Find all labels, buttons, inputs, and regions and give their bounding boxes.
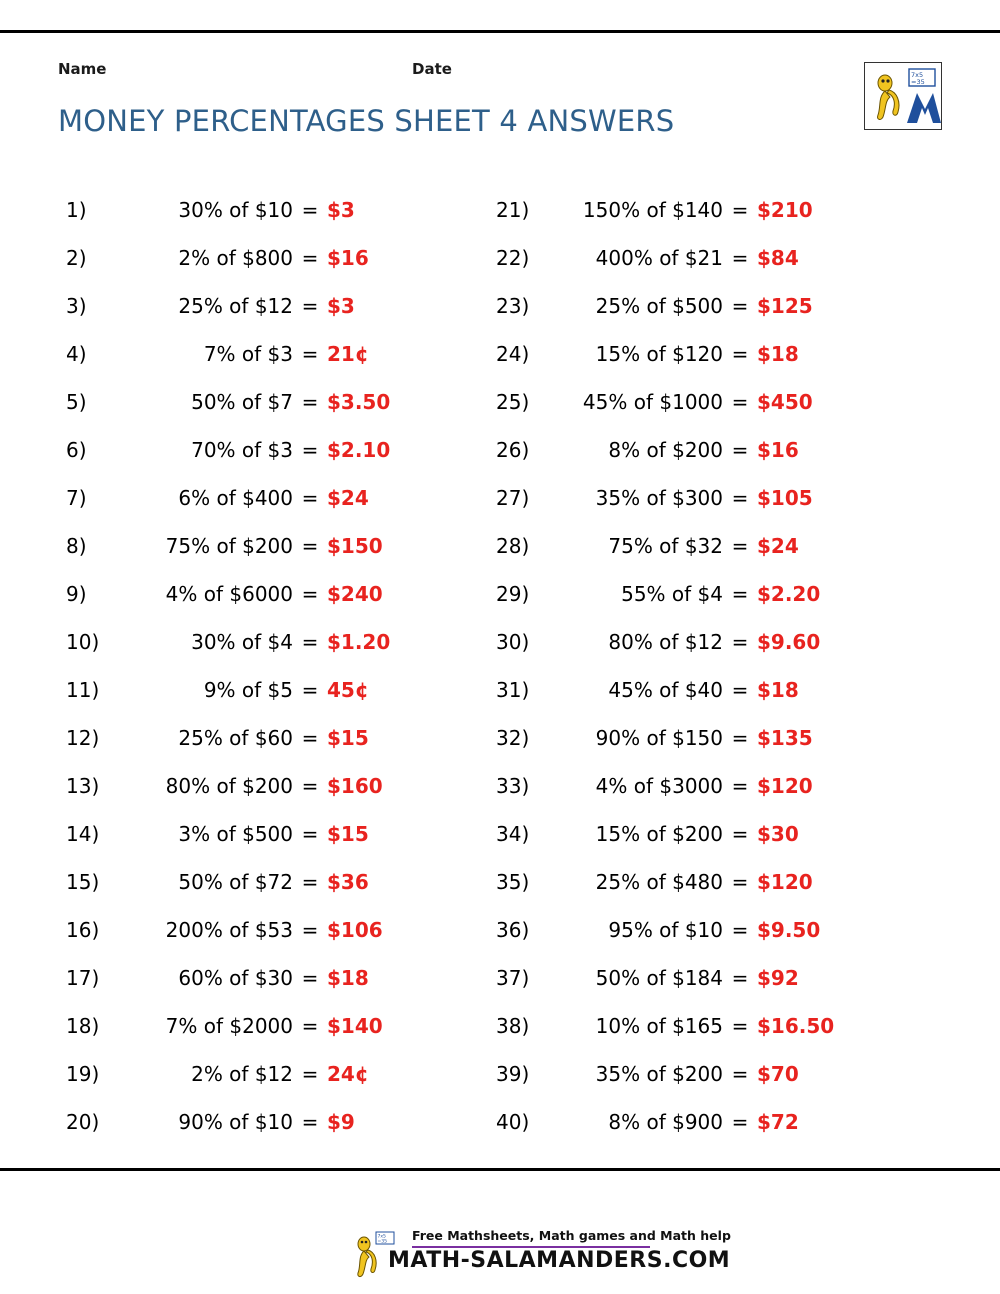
question-row <box>50 378 480 426</box>
question-number: 38) <box>496 1014 530 1038</box>
question-answer: $3.50 <box>327 390 391 414</box>
equals-sign: = <box>731 822 749 846</box>
question-text: 95% of $10 <box>608 918 723 942</box>
question-number: 23) <box>496 294 530 318</box>
question-text: 25% of $500 <box>595 294 723 318</box>
footer-tagline: Free Mathsheets, Math games and Math help <box>412 1228 731 1243</box>
question-text: 50% of $72 <box>178 870 293 894</box>
question-row <box>480 378 910 426</box>
question-number: 12) <box>66 726 100 750</box>
question-row <box>480 858 910 906</box>
equals-sign: = <box>301 726 319 750</box>
question-number: 24) <box>496 342 530 366</box>
question-number: 16) <box>66 918 100 942</box>
question-text: 6% of $400 <box>178 486 293 510</box>
equals-sign: = <box>301 342 319 366</box>
equals-sign: = <box>731 1110 749 1134</box>
equals-sign: = <box>301 438 319 462</box>
page-title: MONEY PERCENTAGES SHEET 4 ANSWERS <box>58 104 675 138</box>
question-text: 200% of $53 <box>165 918 293 942</box>
question-answer: $1.20 <box>327 630 391 654</box>
question-text: 4% of $6000 <box>165 582 293 606</box>
equals-sign: = <box>301 486 319 510</box>
question-answer: $2.20 <box>757 582 821 606</box>
question-text: 3% of $500 <box>178 822 293 846</box>
question-number: 30) <box>496 630 530 654</box>
question-answer: $36 <box>327 870 369 894</box>
footer <box>0 1228 1000 1290</box>
question-number: 35) <box>496 870 530 894</box>
equals-sign: = <box>731 1062 749 1086</box>
question-answer: $16 <box>757 438 799 462</box>
equals-sign: = <box>301 294 319 318</box>
question-text: 15% of $200 <box>595 822 723 846</box>
question-text: 4% of $3000 <box>595 774 723 798</box>
question-text: 50% of $184 <box>595 966 723 990</box>
question-row <box>480 906 910 954</box>
question-answer: $450 <box>757 390 813 414</box>
question-number: 17) <box>66 966 100 990</box>
question-number: 20) <box>66 1110 100 1134</box>
question-answer: 21¢ <box>327 342 369 366</box>
question-row <box>480 282 910 330</box>
question-row <box>50 186 480 234</box>
question-text: 2% of $800 <box>178 246 293 270</box>
question-answer: $30 <box>757 822 799 846</box>
equals-sign: = <box>731 870 749 894</box>
svg-text:7x5: 7x5 <box>377 1234 386 1240</box>
question-answer: $125 <box>757 294 813 318</box>
question-row <box>480 474 910 522</box>
question-answer: $18 <box>757 342 799 366</box>
equals-sign: = <box>731 534 749 558</box>
question-number: 9) <box>66 582 87 606</box>
question-row <box>480 1098 910 1146</box>
question-text: 25% of $480 <box>595 870 723 894</box>
question-text: 150% of $140 <box>582 198 723 222</box>
question-row <box>50 858 480 906</box>
question-text: 75% of $200 <box>165 534 293 558</box>
question-number: 26) <box>496 438 530 462</box>
question-text: 45% of $40 <box>608 678 723 702</box>
question-number: 39) <box>496 1062 530 1086</box>
question-number: 6) <box>66 438 87 462</box>
question-answer: $9.50 <box>757 918 821 942</box>
question-answer: $150 <box>327 534 383 558</box>
question-answer: $70 <box>757 1062 799 1086</box>
question-row <box>480 426 910 474</box>
question-text: 60% of $30 <box>178 966 293 990</box>
question-row <box>50 810 480 858</box>
top-divider <box>0 30 1000 33</box>
svg-text:=35: =35 <box>377 1239 387 1245</box>
question-answer: $72 <box>757 1110 799 1134</box>
question-text: 90% of $10 <box>178 1110 293 1134</box>
question-row <box>480 570 910 618</box>
question-answer: $106 <box>327 918 383 942</box>
question-number: 10) <box>66 630 100 654</box>
question-text: 9% of $5 <box>203 678 293 702</box>
questions-column-left <box>50 186 480 1146</box>
question-number: 5) <box>66 390 87 414</box>
question-text: 8% of $900 <box>608 1110 723 1134</box>
question-number: 36) <box>496 918 530 942</box>
equals-sign: = <box>731 630 749 654</box>
question-text: 35% of $200 <box>595 1062 723 1086</box>
question-answer: $15 <box>327 726 369 750</box>
equals-sign: = <box>301 822 319 846</box>
question-number: 8) <box>66 534 87 558</box>
question-answer: $135 <box>757 726 813 750</box>
question-number: 29) <box>496 582 530 606</box>
question-answer: $105 <box>757 486 813 510</box>
svg-text:7x5: 7x5 <box>911 71 924 79</box>
question-row <box>50 618 480 666</box>
question-row <box>50 906 480 954</box>
equals-sign: = <box>731 678 749 702</box>
equals-sign: = <box>731 390 749 414</box>
equals-sign: = <box>301 198 319 222</box>
question-answer: $140 <box>327 1014 383 1038</box>
equals-sign: = <box>731 246 749 270</box>
question-row <box>480 186 910 234</box>
equals-sign: = <box>731 582 749 606</box>
equals-sign: = <box>301 774 319 798</box>
question-row <box>480 666 910 714</box>
question-answer: $120 <box>757 870 813 894</box>
equals-sign: = <box>301 534 319 558</box>
question-number: 27) <box>496 486 530 510</box>
question-number: 37) <box>496 966 530 990</box>
question-row <box>50 234 480 282</box>
question-text: 30% of $10 <box>178 198 293 222</box>
question-answer: $24 <box>757 534 799 558</box>
question-answer: $92 <box>757 966 799 990</box>
question-answer: $16.50 <box>757 1014 835 1038</box>
question-number: 32) <box>496 726 530 750</box>
question-row <box>50 522 480 570</box>
name-label: Name <box>58 60 107 78</box>
question-number: 3) <box>66 294 87 318</box>
question-number: 7) <box>66 486 87 510</box>
question-number: 13) <box>66 774 100 798</box>
equals-sign: = <box>731 774 749 798</box>
question-text: 400% of $21 <box>595 246 723 270</box>
question-row <box>50 714 480 762</box>
equals-sign: = <box>731 918 749 942</box>
question-number: 15) <box>66 870 100 894</box>
question-text: 7% of $2000 <box>165 1014 293 1038</box>
question-text: 2% of $12 <box>191 1062 293 1086</box>
footer-inner <box>350 1228 731 1286</box>
equals-sign: = <box>301 918 319 942</box>
equals-sign: = <box>731 198 749 222</box>
equals-sign: = <box>731 1014 749 1038</box>
question-number: 28) <box>496 534 530 558</box>
question-text: 50% of $7 <box>191 390 293 414</box>
question-text: 75% of $32 <box>608 534 723 558</box>
equals-sign: = <box>301 246 319 270</box>
question-answer: 24¢ <box>327 1062 369 1086</box>
question-answer: $240 <box>327 582 383 606</box>
question-row <box>480 618 910 666</box>
question-row <box>480 762 910 810</box>
question-row <box>50 666 480 714</box>
question-answer: $15 <box>327 822 369 846</box>
question-number: 11) <box>66 678 100 702</box>
question-row <box>50 474 480 522</box>
math-salamanders-logo-icon <box>864 62 942 130</box>
question-answer: $120 <box>757 774 813 798</box>
question-number: 33) <box>496 774 530 798</box>
question-row <box>480 330 910 378</box>
question-answer: $3 <box>327 294 355 318</box>
question-row <box>50 1002 480 1050</box>
question-text: 30% of $4 <box>191 630 293 654</box>
equals-sign: = <box>301 870 319 894</box>
question-row <box>50 954 480 1002</box>
question-text: 7% of $3 <box>203 342 293 366</box>
question-answer: $9.60 <box>757 630 821 654</box>
equals-sign: = <box>301 390 319 414</box>
bottom-divider <box>0 1168 1000 1171</box>
question-row <box>480 234 910 282</box>
equals-sign: = <box>301 630 319 654</box>
question-answer: $24 <box>327 486 369 510</box>
question-row <box>50 426 480 474</box>
question-answer: $210 <box>757 198 813 222</box>
question-row <box>480 954 910 1002</box>
equals-sign: = <box>731 966 749 990</box>
equals-sign: = <box>301 966 319 990</box>
question-answer: $16 <box>327 246 369 270</box>
equals-sign: = <box>731 726 749 750</box>
question-number: 2) <box>66 246 87 270</box>
question-text: 55% of $4 <box>621 582 723 606</box>
questions-column-right <box>480 186 910 1146</box>
question-answer: $2.10 <box>327 438 391 462</box>
question-text: 10% of $165 <box>595 1014 723 1038</box>
question-row <box>480 1002 910 1050</box>
question-text: 80% of $200 <box>165 774 293 798</box>
question-number: 22) <box>496 246 530 270</box>
equals-sign: = <box>731 342 749 366</box>
question-row <box>50 762 480 810</box>
question-row <box>480 714 910 762</box>
question-answer: $84 <box>757 246 799 270</box>
question-number: 19) <box>66 1062 100 1086</box>
question-text: 25% of $12 <box>178 294 293 318</box>
question-number: 1) <box>66 198 87 222</box>
question-row <box>50 1098 480 1146</box>
question-number: 18) <box>66 1014 100 1038</box>
equals-sign: = <box>301 1062 319 1086</box>
question-number: 25) <box>496 390 530 414</box>
question-number: 4) <box>66 342 87 366</box>
date-label: Date <box>412 60 452 78</box>
question-text: 8% of $200 <box>608 438 723 462</box>
question-number: 40) <box>496 1110 530 1134</box>
question-text: 90% of $150 <box>595 726 723 750</box>
question-row <box>50 330 480 378</box>
equals-sign: = <box>301 1014 319 1038</box>
question-row <box>50 570 480 618</box>
question-answer: $9 <box>327 1110 355 1134</box>
question-answer: $3 <box>327 198 355 222</box>
question-number: 21) <box>496 198 530 222</box>
question-text: 25% of $60 <box>178 726 293 750</box>
question-text: 70% of $3 <box>191 438 293 462</box>
equals-sign: = <box>731 438 749 462</box>
question-answer: $18 <box>757 678 799 702</box>
question-answer: $18 <box>327 966 369 990</box>
equals-sign: = <box>301 582 319 606</box>
equals-sign: = <box>301 678 319 702</box>
question-text: 35% of $300 <box>595 486 723 510</box>
question-answer: $160 <box>327 774 383 798</box>
footer-url: MATH-SALAMANDERS.COM <box>388 1248 731 1273</box>
question-number: 31) <box>496 678 530 702</box>
question-row <box>480 1050 910 1098</box>
question-row <box>50 1050 480 1098</box>
svg-text:=35: =35 <box>911 78 925 86</box>
question-text: 45% of $1000 <box>582 390 723 414</box>
question-row <box>50 282 480 330</box>
question-answer: 45¢ <box>327 678 369 702</box>
question-number: 14) <box>66 822 100 846</box>
question-text: 80% of $12 <box>608 630 723 654</box>
question-number: 34) <box>496 822 530 846</box>
question-row <box>480 810 910 858</box>
question-row <box>480 522 910 570</box>
equals-sign: = <box>731 486 749 510</box>
equals-sign: = <box>731 294 749 318</box>
equals-sign: = <box>301 1110 319 1134</box>
question-text: 15% of $120 <box>595 342 723 366</box>
